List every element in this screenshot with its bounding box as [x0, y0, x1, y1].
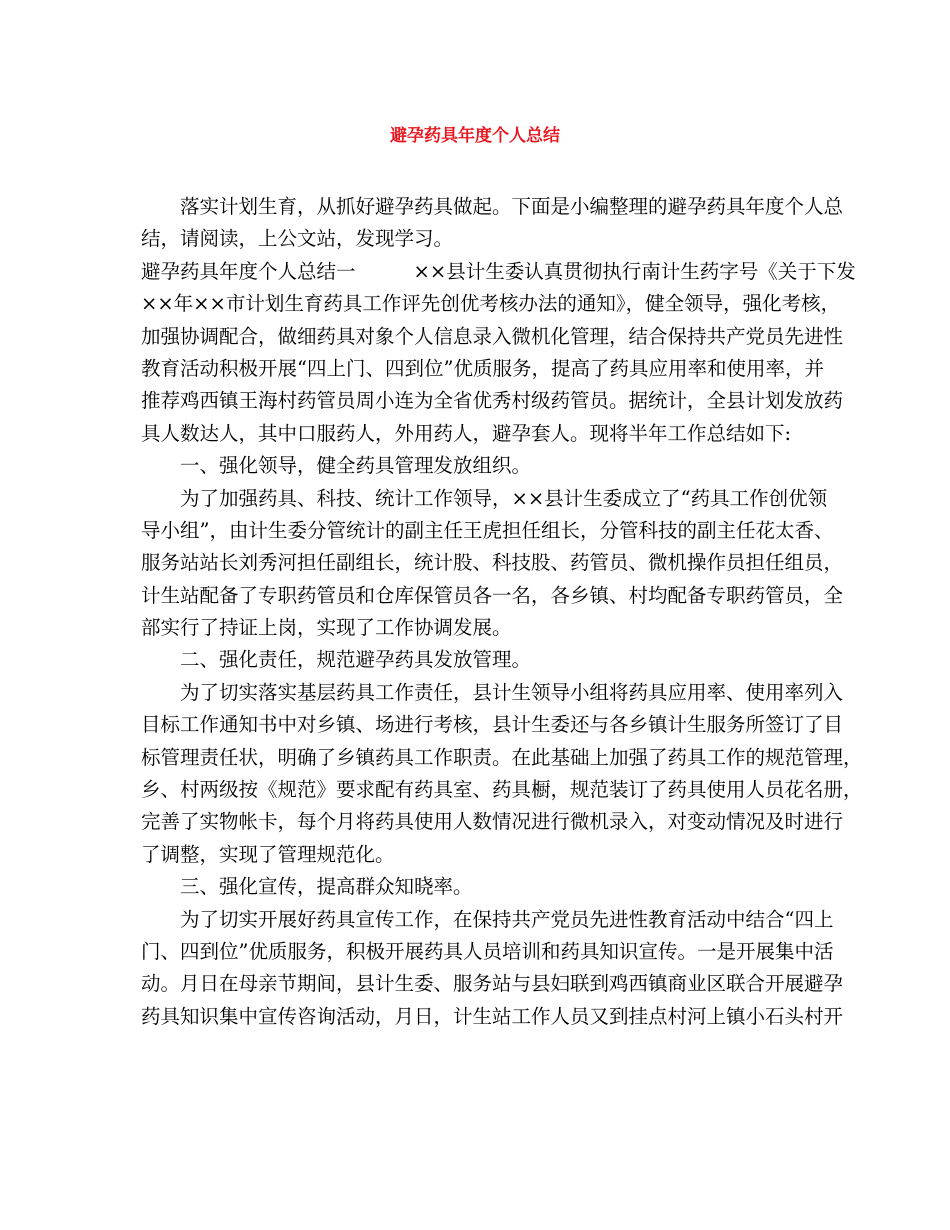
paragraph-line: 教育活动积极开展“四上门、四到位”优质服务，提高了药具应用率和使用率，并: [141, 356, 824, 380]
paragraph-line: 服务站站长刘秀河担任副组长，统计股、科技股、药管员、微机操作员担任组员，: [141, 551, 844, 575]
paragraph-line: [141, 256, 856, 288]
paragraph-line: 动。月日在母亲节期间，县计生委、服务站与县妇联到鸡西镇商业区联合开展避孕: [141, 972, 844, 996]
section-heading: 三、强化宣传，提高群众知晓率。: [180, 875, 473, 899]
paragraph-line: 落实计划生育，从抓好避孕药具做起。下面是小编整理的避孕药具年度个人总: [180, 195, 844, 218]
paragraph-line: 结，请阅读，上公文站，发现学习。: [141, 227, 454, 251]
paragraph-line: 了调整，实现了管理规范化。: [141, 842, 395, 866]
paragraph-line: 为了切实落实基层药具工作责任，县计生领导小组将药具应用率、使用率列入: [180, 680, 844, 704]
paragraph-line: 目标工作通知书中对乡镇、场进行考核，县计生委还与各乡镇计生服务所签订了目: [141, 713, 844, 737]
section-heading: 避孕药具年度个人总结一: [141, 259, 356, 283]
paragraph-line: 加强协调配合，做细药具对象个人信息录入微机化管理，结合保持共产党员先进性: [141, 324, 844, 348]
paragraph-line: 计生站配备了专职药管员和仓库保管员各一名，各乡镇、村均配备专职药管员，全: [141, 583, 844, 607]
paragraph-text: ××县计生委认真贯彻执行南计生药字号《关于下发: [413, 259, 856, 283]
paragraph-line: 标管理责任状，明确了乡镇药具工作职责。在此基础上加强了药具工作的规范管理，: [141, 745, 863, 769]
paragraph-line: 为了加强药具、科技、统计工作领导，××县计生委成立了“药具工作创优领: [180, 486, 828, 510]
paragraph-line: 药具知识集中宣传咨询活动，月日，计生站工作人员又到挂点村河上镇小石头村开: [141, 1004, 844, 1028]
paragraph-line: 门、四到位”优质服务，积极开展药具人员培训和药具知识宣传。一是开展集中活: [141, 939, 834, 963]
section-heading: 二、强化责任，规范避孕药具发放管理。: [180, 648, 532, 672]
paragraph-line: 推荐鸡西镇王海村药管员周小连为全省优秀村级药管员。据统计，全县计划发放药: [141, 389, 844, 413]
paragraph-line: 部实行了持证上岗，实现了工作协调发展。: [141, 616, 512, 640]
paragraph-line: 导小组”，由计生委分管统计的副主任王虎担任组长，分管科技的副主任花太香、: [141, 518, 834, 542]
paragraph-line: 为了切实开展好药具宣传工作，在保持共产党员先进性教育活动中结合“四上: [180, 907, 834, 931]
paragraph-line: 完善了实物帐卡，每个月将药具使用人数情况进行微机录入，对变动情况及时进行: [141, 810, 844, 834]
paragraph-line: 具人数达人，其中口服药人，外用药人，避孕套人。现将半年工作总结如下:: [141, 421, 792, 445]
document-title: 避孕药具年度个人总结: [390, 126, 560, 146]
section-heading: 一、强化领导，健全药具管理发放组织。: [180, 454, 532, 478]
paragraph-line: ××年××市计划生育药具工作评先创优考核办法的通知》，健全领导，强化考核，: [141, 292, 841, 316]
paragraph-line: 乡、村两级按《规范》要求配有药具室、药具橱，规范装订了药具使用人员花名册，: [141, 778, 863, 802]
document-body: [141, 191, 863, 1033]
